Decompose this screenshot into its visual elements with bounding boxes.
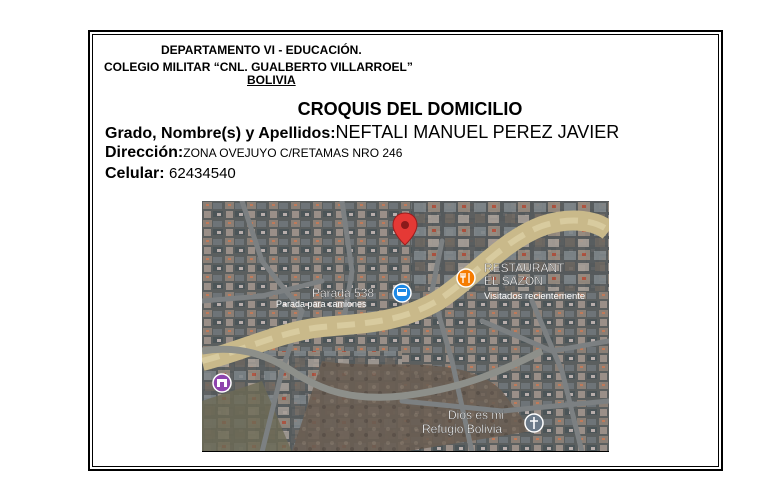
- church-name-line2: Refugio Bolivia: [422, 422, 503, 436]
- header-school: COLEGIO MILITAR “CNL. GUALBERTO VILLARROEL”: [104, 60, 413, 74]
- restaurant-name-line1: RESTAURANT: [484, 261, 565, 275]
- address-row: [105, 143, 402, 163]
- church-name-line1: Dios es mi: [448, 408, 505, 422]
- name-label: Grado, Nombre(s) y Apellidos:: [105, 125, 336, 142]
- name-row: [105, 122, 619, 144]
- page-title: CROQUIS DEL DOMICILIO: [297, 99, 523, 119]
- restaurant-subtitle: Visitados recientemente: [484, 291, 586, 302]
- address-value: ZONA OVEJUYO C/RETAMAS NRO 246: [183, 146, 403, 160]
- address-label: Dirección:: [105, 144, 184, 161]
- phone-row: [105, 164, 236, 184]
- satellite-map: [202, 201, 609, 452]
- restaurant-icon[interactable]: [457, 269, 475, 287]
- bus-stop-icon[interactable]: [393, 284, 411, 302]
- bus-stop-name: Parada 538: [312, 286, 375, 300]
- purple-place-icon[interactable]: [213, 374, 231, 392]
- name-value: NEFTALI MANUEL PEREZ JAVIER: [335, 122, 620, 142]
- restaurant-name-line2: EL SAZON: [484, 274, 543, 288]
- phone-value: 62434540: [169, 165, 236, 182]
- header-country: BOLIVIA: [247, 73, 296, 87]
- bus-stop-subtitle: Parada para camiones: [276, 299, 367, 309]
- map-underline: [202, 451, 609, 452]
- church-icon[interactable]: [525, 414, 543, 432]
- header-department: DEPARTAMENTO VI - EDUCACIÓN.: [161, 43, 362, 57]
- phone-label: Celular:: [105, 165, 165, 182]
